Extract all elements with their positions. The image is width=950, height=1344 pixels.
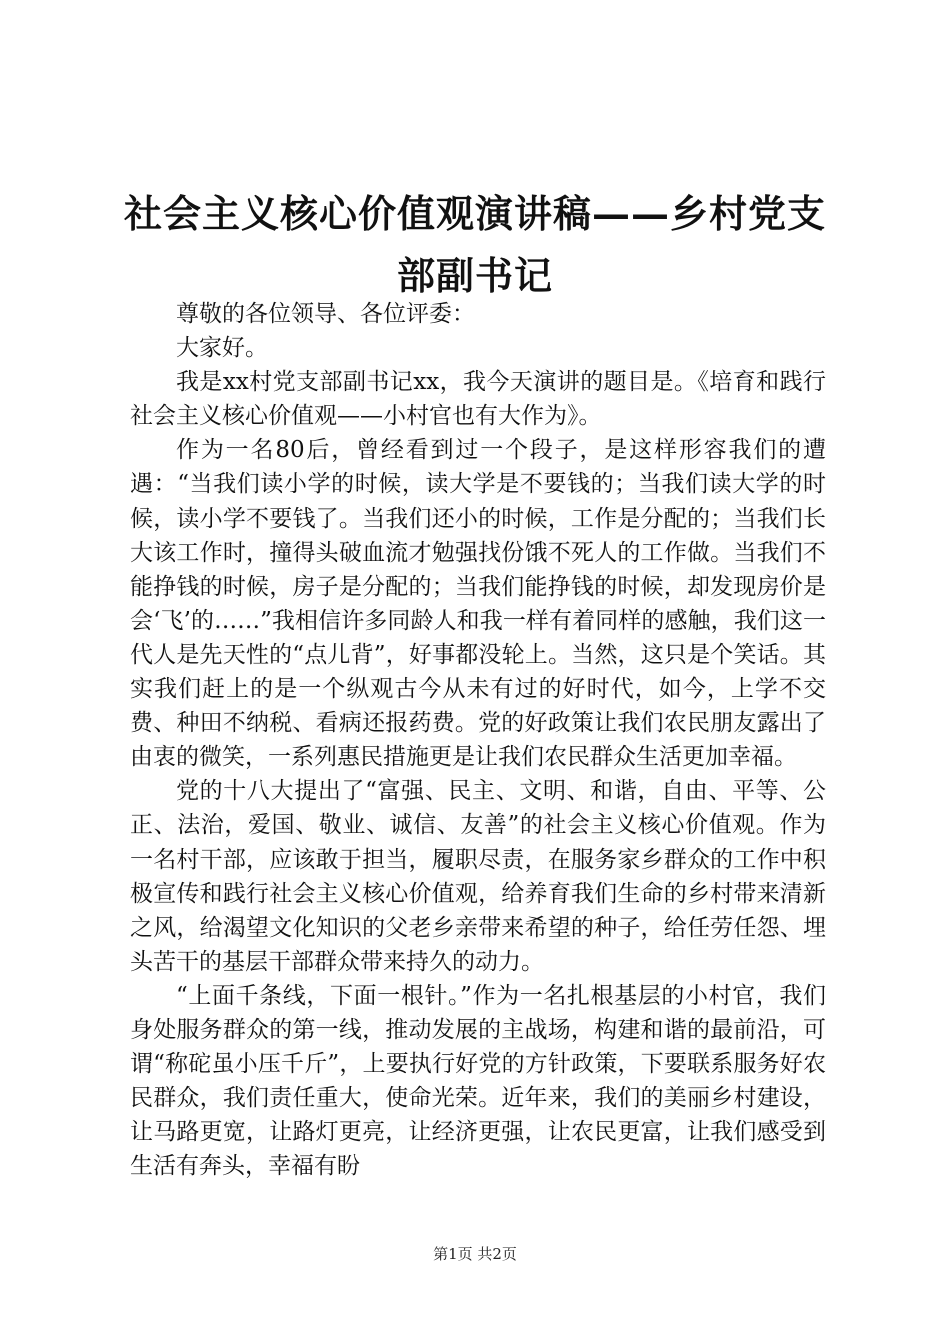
paragraph-village-official: “上面千条线，下面一根针。”作为一名扎根基层的小村官，我们身处服务群众的第一线，推动发展的主战场，构建和谐的最前沿，可谓“称砣虽小压千斤”，上要执行好党的方针政策，下要联系服务好农民群众，我们责任重大，使命光荣。近年来，我们的美丽乡村建设，让马路更宽，让路灯更亮，让经济更强，让农民更富，让我们感受到生活有奔头，幸福有盼 — [130, 982, 826, 1180]
paragraph-introduction: 我是xx村党支部副书记xx，我今天演讲的题目是。《培育和践行社会主义核心价值观——小村官也有大作为》。 — [130, 369, 826, 430]
paragraph-greeting: 尊敬的各位领导、各位评委： — [176, 301, 475, 327]
paragraph-generation: 作为一名80后，曾经看到过一个段子，是这样形容我们的遭遇：“当我们读小学的时候，读大学是不要钱的；当我们读大学的时候，读小学不要钱了。当我们还小的时候，工作是分配的；当我们长大该工作时，撞得头破血流才勉强找份饿不死人的工作做。当我们不能挣钱的时候，房子是分配的；当我们能挣钱的时候，却发现房价是会‘飞’的……”我相信许多同龄人和我一样有着同样的感触，我们这一代人是先天性的“点儿背”，好事都没轮上。当然，这只是个笑话。其实我们赶上的是一个纵观古今从未有过的好时代，如今，上学不交费、种田不纳税、看病还报药费。党的好政策让我们农民朋友露出了由衷的微笑，一系列惠民措施更是让我们农民群众生活更加幸福。 — [130, 437, 826, 771]
document-body — [130, 297, 826, 1183]
document-title: 社会主义核心价值观演讲稿——乡村党支部副书记 — [123, 191, 826, 299]
page-number: 第1页 共2页 — [433, 1245, 517, 1263]
paragraph-hello: 大家好。 — [176, 335, 268, 362]
paragraph-core-values: 党的十八大提出了“富强、民主、文明、和谐，自由、平等、公正、法治，爱国、敬业、诚信、友善”的社会主义核心价值观。作为一名村干部，应该敢于担当，履职尽责，在服务家乡群众的工作中积极宣传和践行社会主义核心价值观，给养育我们生命的乡村带来清新之风，给渴望文化知识的父老乡亲带来希望的种子，给任劳任怨、埋头苦干的基层干部群众带来持久的动力。 — [130, 778, 826, 975]
